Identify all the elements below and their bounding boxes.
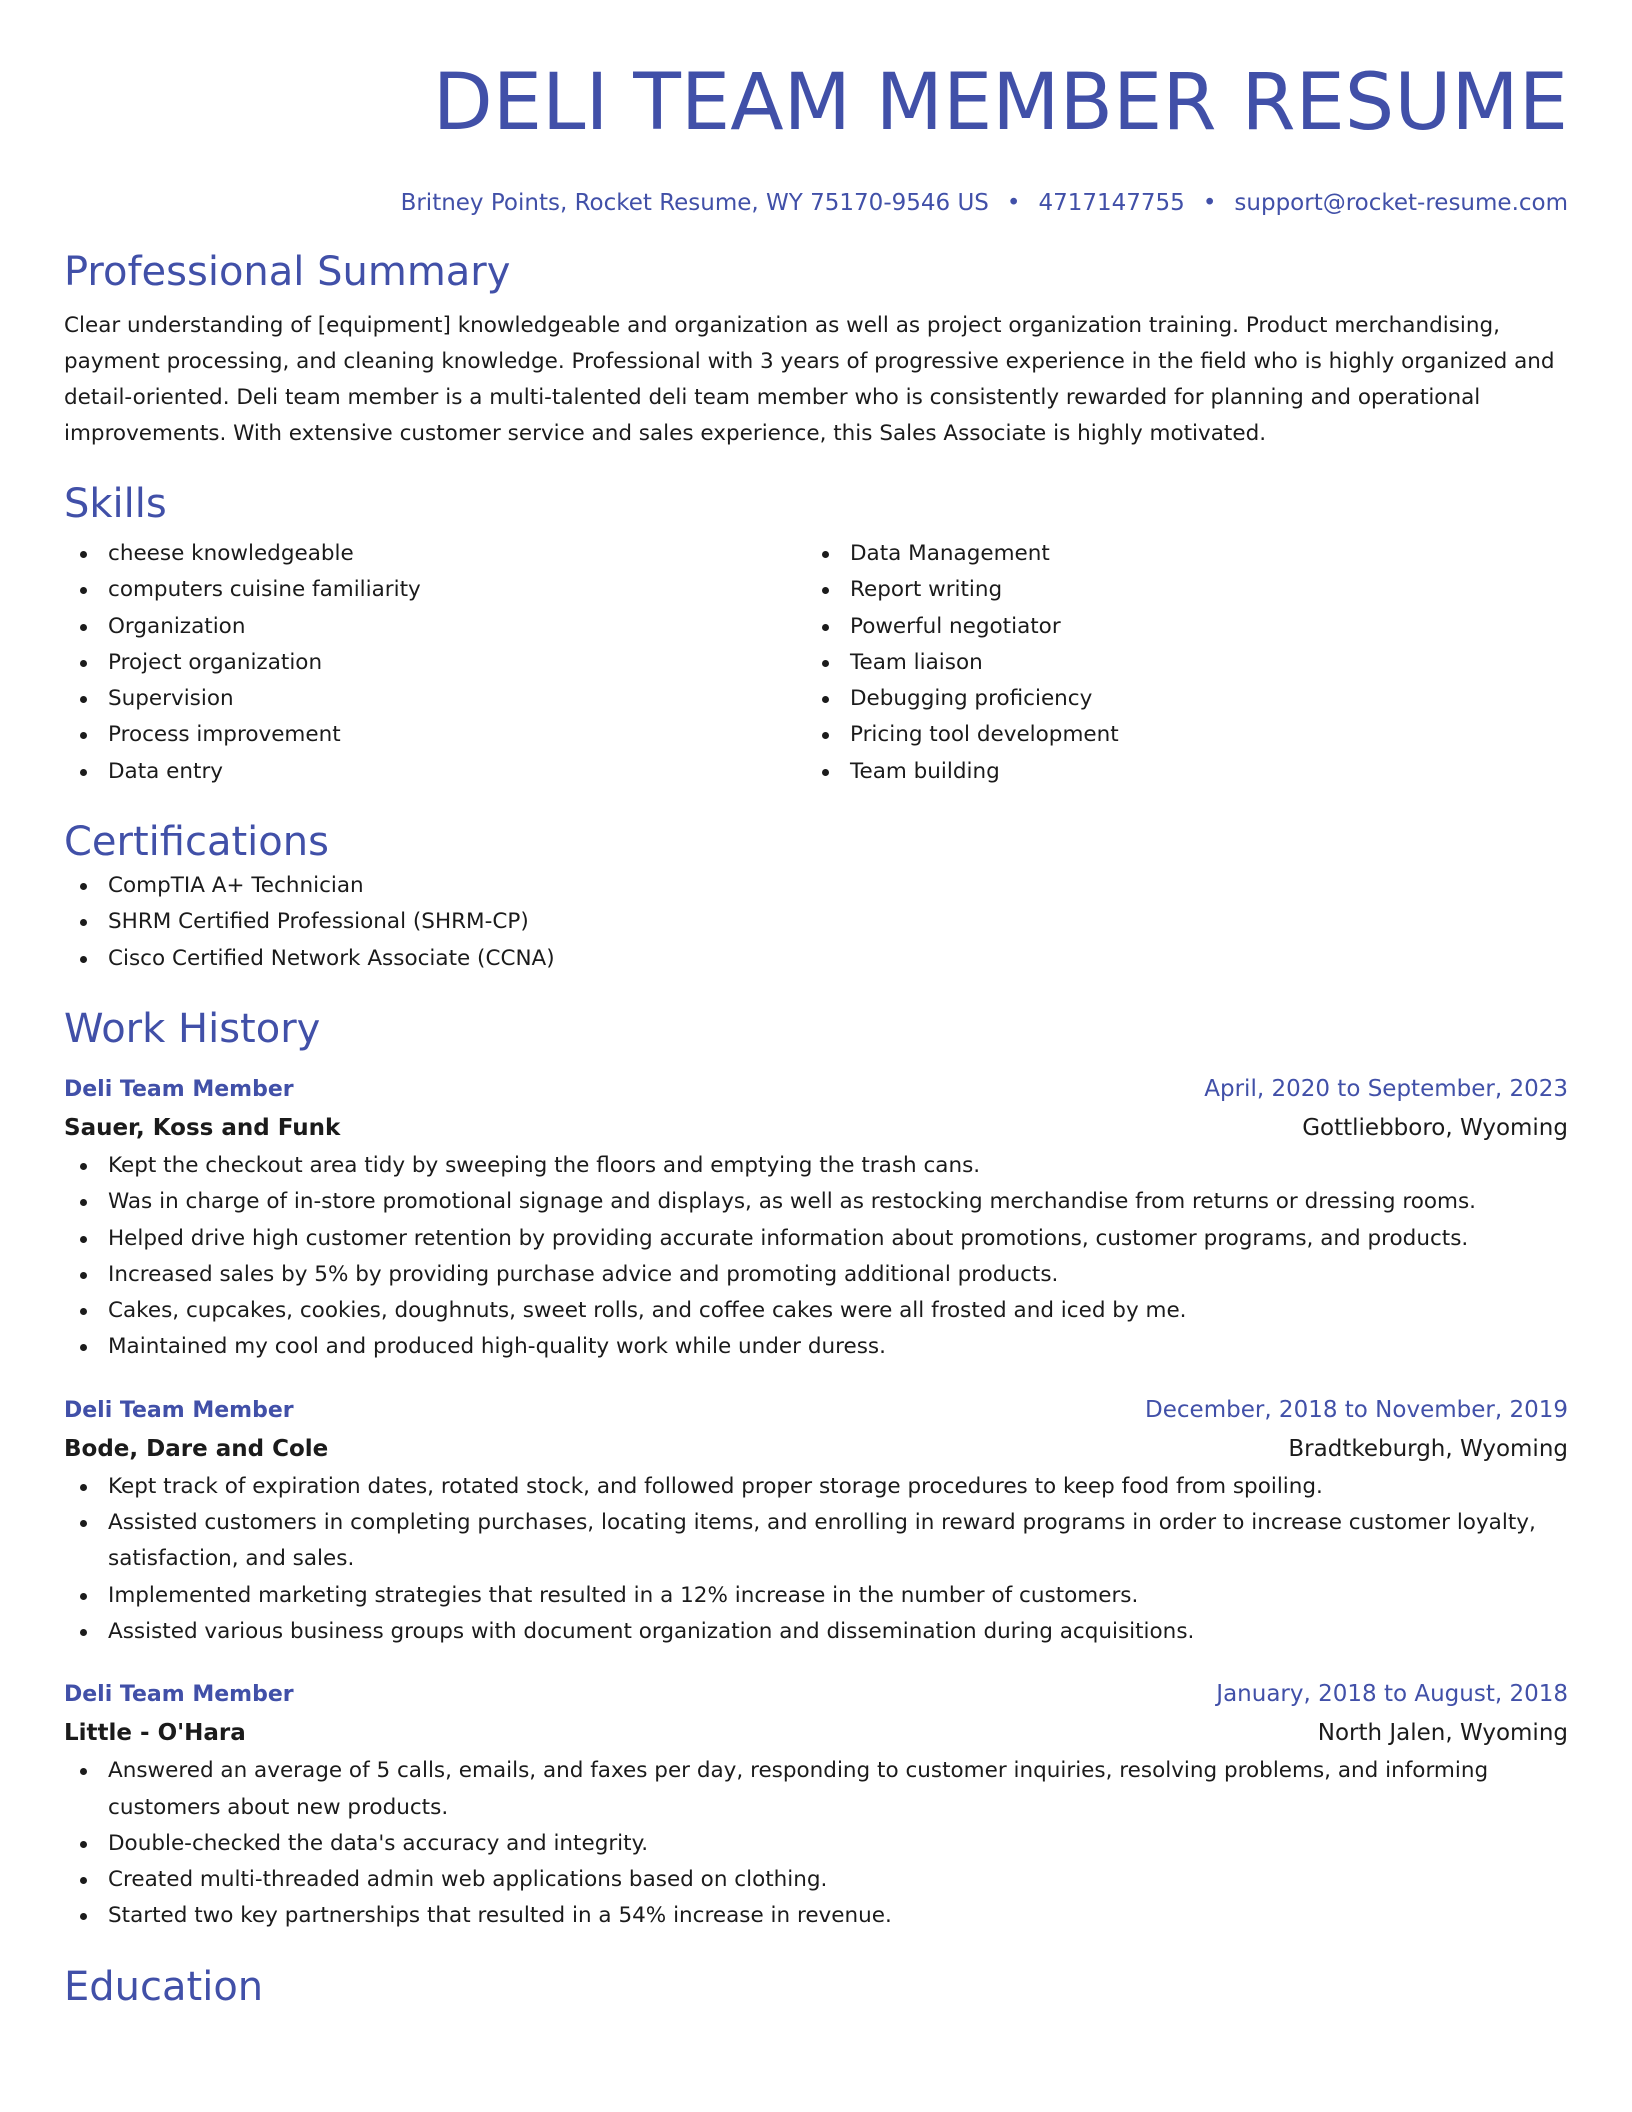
job-company-row [64, 1713, 1568, 1753]
skill-label: cheese knowledgeable [108, 541, 354, 566]
bullet-dot [80, 1877, 87, 1884]
bullet-dot [80, 1308, 87, 1315]
job-bullet-text: Was in charge of in-store promotional signage and displays, as well as restocking merchandise from returns or dressing rooms. [108, 1189, 1476, 1215]
job-bullet-text: Maintained my cool and produced high-quality work while under duress. [108, 1334, 886, 1360]
bullet-dot [80, 551, 87, 558]
job-location: North Jalen, Wyoming [1317, 1720, 1568, 1747]
job-bullet-text: Started two key partnerships that resulted in a 54% increase in revenue. [108, 1903, 892, 1929]
job-bullet-text: Increased sales by 5% by providing purchase advice and promoting additional products. [108, 1261, 1059, 1287]
job-bullet-text: Assisted various business groups with document organization and dissemination during acquisitions. [108, 1618, 1195, 1644]
skills-heading: Skills [64, 481, 167, 527]
bullet-dot [80, 1272, 87, 1279]
bullet-dot [822, 587, 829, 594]
skill-item [806, 572, 1548, 608]
job-bullet-text: Helped drive high customer retention by providing accurate information about promotions, customer programs, and products. [108, 1225, 1469, 1251]
job-title: Deli Team Member [64, 1397, 294, 1423]
skill-item [64, 572, 806, 608]
education-heading: Education [64, 1963, 264, 2010]
contact-line [64, 188, 1568, 218]
resume-page [64, 0, 1568, 2013]
bullet-dot [80, 732, 87, 739]
job-bullet [64, 1898, 1568, 1934]
job-company: Bode, Dare and Cole [64, 1435, 329, 1462]
skill-label: Powerful negotiator [850, 613, 1061, 639]
certification-item [64, 941, 1568, 977]
job-company-row [64, 1429, 1568, 1469]
skill-label: Debugging proficiency [850, 686, 1093, 712]
skill-item [806, 645, 1548, 681]
job-company-row [64, 1108, 1568, 1148]
skill-label: Project organization [108, 649, 323, 675]
job-company: Sauer, Koss and Funk [64, 1114, 341, 1141]
job-entry [64, 1676, 1568, 1934]
job-header-row [64, 1676, 1568, 1713]
job-bullet [64, 1148, 1568, 1184]
contact-separator: • [1006, 190, 1021, 216]
job-company: Little - O'Hara [64, 1720, 246, 1747]
skill-item [64, 536, 806, 572]
job-dates: January, 2018 to August, 2018 [1216, 1681, 1568, 1708]
job-entry [64, 1071, 1568, 1366]
bullet-dot [80, 1593, 87, 1600]
job-bullet-text: Kept the checkout area tidy by sweeping the floors and emptying the trash cans. [108, 1152, 981, 1178]
bullet-dot [822, 769, 829, 776]
certification-item [64, 904, 1568, 940]
bullet-dot [80, 1913, 87, 1920]
job-bullet-text: Answered an average of 5 calls, emails, and faxes per day, responding to customer inquiries, resolving problems, and informing customers about new products. [108, 1758, 1489, 1820]
skill-item [806, 609, 1548, 645]
job-title: Deli Team Member [64, 1682, 294, 1708]
skill-label: Data Management [850, 541, 1050, 566]
job-bullet [64, 1293, 1568, 1329]
skill-label: Team liaison [850, 649, 983, 675]
certification-label: Cisco Certified Network Associate (CCNA) [108, 945, 555, 971]
skill-item [806, 717, 1548, 753]
bullet-dot [822, 551, 829, 558]
job-bullet-list [64, 1753, 1568, 1934]
contact-separator: • [1202, 190, 1217, 216]
work-history-heading: Work History [64, 1005, 321, 1052]
job-bullet-text: Cakes, cupcakes, cookies, doughnuts, sweet rolls, and coffee cakes were all frosted and iced by me. [108, 1298, 1187, 1324]
bullet-dot [822, 696, 829, 703]
skill-label: Data entry [108, 758, 224, 784]
job-bullet [64, 1614, 1568, 1650]
certification-label: SHRM Certified Professional (SHRM-CP) [108, 909, 529, 935]
job-bullet [64, 1184, 1568, 1220]
skill-item [64, 717, 806, 753]
contact-phone: 4717147755 [1038, 190, 1185, 216]
job-entry [64, 1392, 1568, 1650]
contact-email: support@rocket-resume.com [1234, 190, 1568, 216]
job-bullet [64, 1469, 1568, 1505]
bullet-dot [80, 1520, 87, 1527]
job-location: Gottliebboro, Wyoming [1302, 1114, 1568, 1141]
skills-list-left [64, 536, 806, 790]
bullet-dot [822, 732, 829, 739]
skill-label: Report writing [850, 577, 1003, 603]
bullet-dot [80, 1199, 87, 1206]
job-bullet-text: Implemented marketing strategies that resulted in a 12% increase in the number of customers. [108, 1582, 1139, 1608]
summary-text: Clear understanding of [equipment] knowledgeable and organization as well as project organization training. Product merchandising, payment processing, and cleaning knowledge. Professional with 3 years of progressive experience in the field who is highly organized and detail-oriented. Deli team member is a multi-talented deli team member who is consistently rewarded for planning and operational improvements. With extensive customer service and sales experience, this Sales Associate is highly motivated. [64, 313, 1555, 446]
skill-label: Pricing tool development [850, 722, 1119, 748]
skill-label: Process improvement [108, 722, 341, 748]
job-bullet [64, 1257, 1568, 1293]
job-bullet [64, 1753, 1568, 1826]
job-bullet-text: Double-checked the data's accuracy and integrity. [108, 1830, 649, 1856]
skill-item [64, 754, 806, 790]
job-bullet-text: Created multi-threaded admin web applications based on clothing. [108, 1867, 828, 1893]
bullet-dot [80, 587, 87, 594]
bullet-dot [80, 1841, 87, 1848]
resume-title: DELI TEAM MEMBER RESUME [432, 58, 1568, 148]
bullet-dot [80, 1344, 87, 1351]
certifications-list [64, 868, 1568, 977]
certification-item [64, 868, 1568, 904]
certifications-heading: Certifications [64, 819, 329, 866]
skill-label: Supervision [108, 686, 234, 712]
bullet-dot [822, 624, 829, 631]
job-bullet [64, 1578, 1568, 1614]
bullet-dot [80, 660, 87, 667]
bullet-dot [80, 769, 87, 776]
bullet-dot [80, 1484, 87, 1491]
job-bullet-text: Kept track of expiration dates, rotated stock, and followed proper storage procedures to keep food from spoiling. [108, 1473, 1323, 1499]
bullet-dot [80, 696, 87, 703]
skill-item [64, 645, 806, 681]
job-bullet [64, 1329, 1568, 1365]
certification-label: CompTIA A+ Technician [108, 873, 364, 899]
skills-list-right [806, 536, 1548, 790]
skill-item [806, 536, 1548, 572]
job-title: Deli Team Member [64, 1076, 294, 1102]
job-dates: December, 2018 to November, 2019 [1145, 1396, 1568, 1423]
job-bullet [64, 1221, 1568, 1257]
skill-label: Organization [108, 613, 246, 639]
job-bullet [64, 1862, 1568, 1898]
job-bullet-list [64, 1148, 1568, 1366]
bullet-dot [80, 1629, 87, 1636]
skill-label: computers cuisine familiarity [108, 577, 421, 603]
job-header-row [64, 1071, 1568, 1108]
skill-item [64, 681, 806, 717]
bullet-dot [80, 1768, 87, 1775]
bullet-dot [80, 624, 87, 631]
job-header-row [64, 1392, 1568, 1429]
job-bullet-list [64, 1469, 1568, 1650]
skill-item [806, 754, 1548, 790]
job-bullet-text: Assisted customers in completing purchases, locating items, and enrolling in reward programs in order to increase customer loyalty, satisfaction, and sales. [108, 1510, 1536, 1572]
job-bullet [64, 1505, 1568, 1578]
skill-item [64, 609, 806, 645]
bullet-dot [80, 956, 87, 963]
job-location: Bradtkeburgh, Wyoming [1288, 1435, 1568, 1462]
summary-heading: Professional Summary [64, 249, 511, 295]
contact-address: Britney Points, Rocket Resume, WY 75170-9546 US [400, 190, 989, 216]
bullet-dot [80, 1163, 87, 1170]
bullet-dot [822, 660, 829, 667]
bullet-dot [80, 919, 87, 926]
skill-item [806, 681, 1548, 717]
job-bullet [64, 1826, 1568, 1862]
bullet-dot [80, 883, 87, 890]
bullet-dot [80, 1236, 87, 1243]
job-dates: April, 2020 to September, 2023 [1204, 1075, 1568, 1102]
skills-columns [64, 536, 1568, 790]
skill-label: Team building [850, 758, 1000, 784]
